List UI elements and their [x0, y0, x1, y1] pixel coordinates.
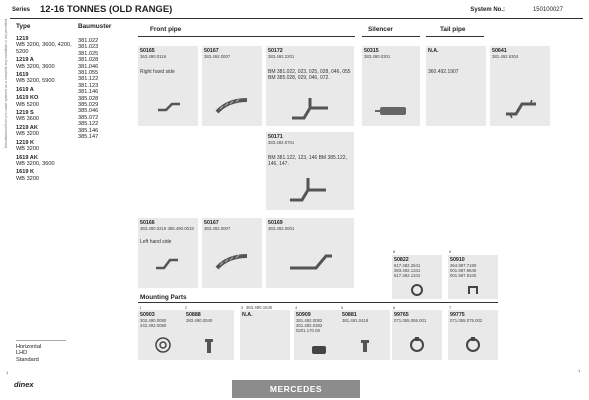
type-header: Type: [16, 23, 31, 30]
tail-pipe-header: Tail pipe: [440, 26, 466, 33]
type-detail: WB 3200, 3600: [16, 160, 55, 167]
type-entry: [16, 140, 76, 153]
type-detail: WB 3200, 3600: [16, 63, 55, 70]
type-name: 1619 A: [16, 86, 34, 93]
part-number: 50167: [204, 220, 219, 226]
index-3: 3: [241, 305, 244, 310]
part-ref: 381.492.6304: [492, 54, 519, 59]
part-note: Right hand side: [140, 69, 175, 75]
flex-pipe-icon: [214, 96, 250, 116]
baumuster-item: 385.029: [78, 102, 99, 109]
part-ref: 363.490.0119: [140, 54, 166, 59]
part-50641[interactable]: [490, 46, 550, 126]
type-entry: [16, 169, 76, 182]
baumuster-item: 381.022: [78, 38, 99, 44]
part-50822[interactable]: [392, 255, 442, 299]
type-detail: WB 3200: [16, 131, 40, 138]
part-50171[interactable]: [266, 132, 354, 210]
brand-name: MERCEDES: [269, 384, 323, 394]
part-note: Left hand side: [140, 239, 172, 245]
part-na-tail[interactable]: [426, 46, 486, 126]
gasket-icon: [154, 336, 172, 354]
type-name: 1619 K: [16, 169, 35, 176]
part-50172[interactable]: [266, 46, 354, 126]
type-entry: [16, 125, 76, 138]
type-entry: [16, 72, 76, 85]
baumuster-item: 381.023: [78, 44, 99, 51]
tail-pipe-icon: [502, 96, 540, 120]
baumuster-item: 385.028: [78, 95, 99, 102]
config-info: [16, 340, 66, 363]
pipe-icon: [158, 146, 159, 147]
type-detail: WB 5200: [16, 101, 40, 108]
part-number: 50172: [268, 48, 283, 54]
part-ref: 381.491.0419: [342, 318, 369, 323]
type-entry: [16, 57, 76, 70]
part-number: 50166: [140, 220, 155, 226]
page-marker-left: 1: [6, 370, 9, 375]
mounting-parts-header: Mounting Parts: [140, 294, 187, 301]
bent-pipe-icon: [154, 256, 182, 272]
part-number: 50169: [268, 220, 283, 226]
baumuster-item: 381.055: [78, 70, 99, 77]
part-note: BM 381.022, 023, 025, 028, 046, 055 BM 385.028, 029, 046, 072.: [268, 69, 351, 81]
config-orientation: Horizontal: [16, 344, 42, 350]
part-50167-b[interactable]: [202, 218, 262, 288]
type-detail: WB 3600: [16, 116, 40, 123]
part-ref: 383.492.2201: [268, 54, 295, 59]
bracket-icon: [466, 283, 480, 297]
index-9: 9: [449, 249, 452, 254]
part-50169[interactable]: [266, 218, 354, 288]
part-50909[interactable]: [294, 310, 344, 360]
part-number: 50822: [394, 257, 409, 263]
baumuster-item: 381.028: [78, 57, 99, 64]
baumuster-list: [78, 38, 118, 141]
bolt-icon: [204, 338, 214, 354]
part-na-mount[interactable]: [240, 305, 290, 360]
baumuster-item: 385.147: [78, 134, 99, 141]
rubber-mount-icon: [310, 344, 328, 356]
type-entry: [16, 110, 76, 123]
part-50167-a[interactable]: [202, 46, 262, 126]
type-entry: [16, 87, 76, 93]
vehicle-type-panel: [12, 20, 132, 380]
hose-clamp-icon: [464, 336, 482, 352]
index-4: 4: [295, 305, 298, 310]
tail-pipe-rule: [426, 36, 484, 37]
part-number: N.A.: [242, 312, 253, 318]
part-ref: 383.492.0001: [268, 226, 295, 231]
branch-pipe-icon: [288, 94, 336, 122]
part-50166[interactable]: [138, 218, 198, 288]
part-ref: 383.490.0040: [186, 318, 213, 323]
silencer-icon: [374, 104, 410, 118]
config-spec: Standard: [16, 356, 39, 363]
type-detail: WB 3200, 3600, 4200, 5200: [16, 42, 72, 55]
baumuster-item: 381.046: [78, 63, 99, 70]
brand-footer: [232, 380, 360, 398]
system-label: System No.:: [470, 7, 505, 13]
part-50910[interactable]: [448, 255, 498, 299]
baumuster-item: 385.046: [78, 108, 99, 115]
mounting-parts-rule: [138, 302, 498, 303]
part-99765[interactable]: [392, 310, 442, 360]
part-99775[interactable]: [448, 310, 498, 360]
part-note: BM 381.122, 123, 146 BM 385.122, 146, 147.: [268, 155, 347, 167]
type-name: 1619 KO: [16, 95, 39, 102]
type-name: 1219 A: [16, 57, 34, 64]
type-list: [16, 36, 76, 184]
series-title: 12-16 TONNES (OLD RANGE): [40, 4, 173, 15]
part-ref: 383.492.0007: [204, 226, 231, 231]
index-1: 1: [139, 305, 142, 310]
part-number: 50910: [450, 257, 465, 263]
part-number: 99775: [450, 312, 465, 318]
part-number: 50909: [296, 312, 311, 318]
type-name: 1619 AK: [16, 154, 38, 161]
baumuster-item: 381.122: [78, 76, 99, 83]
dinex-logo: dinex: [14, 380, 34, 389]
index-7: 7: [449, 305, 452, 310]
part-50888[interactable]: [184, 310, 234, 360]
type-name: 1219: [16, 36, 29, 42]
part-number: 50641: [492, 48, 507, 54]
clamp-icon: [410, 283, 424, 297]
type-entry: [16, 36, 76, 55]
page-marker-right: 1: [578, 368, 581, 373]
part-number: 50903: [140, 312, 155, 318]
silencer-header: Silencer: [368, 26, 393, 33]
part-number: N.A.: [428, 48, 439, 54]
part-50165[interactable]: [138, 46, 198, 126]
part-50881[interactable]: [340, 310, 390, 360]
part-ref: 617.492.2641 383.492.1341 617.492.1341: [394, 263, 421, 278]
index-6: 6: [393, 305, 396, 310]
part-number: 50165: [140, 48, 155, 54]
front-pipe-header: Front pipe: [150, 26, 182, 33]
baumuster-item: 381.025: [78, 50, 99, 57]
part-number: 50315: [364, 48, 379, 54]
type-entry: [16, 95, 76, 108]
screw-icon: [358, 338, 372, 354]
index-2: 2: [185, 305, 188, 310]
baumuster-item: 381.146: [78, 89, 99, 96]
part-ref: 363.490.1540: [246, 305, 273, 310]
config-drive: LHD: [16, 350, 28, 357]
series-label: Series: [12, 7, 31, 13]
bent-pipe-icon: [156, 100, 182, 114]
index-5: 5: [341, 305, 344, 310]
type-detail: WB 3200, 5900: [16, 78, 55, 85]
side-disclaimer: Manufactured from pre-made systems as a complete key substitute is not permitted: [4, 18, 8, 148]
part-ref: 383.492.0007: [204, 54, 231, 59]
part-number: 99765: [394, 312, 409, 318]
type-name: 1219 S: [16, 110, 34, 117]
hose-clamp-icon: [408, 336, 426, 352]
silencer-rule: [362, 36, 420, 37]
part-ref: 364.987.7180 001.987.9640 001.987.5340: [450, 263, 477, 278]
part-ref: 071.055.075.002: [450, 318, 483, 323]
part-ref: 383.490.0301: [364, 54, 391, 59]
part-ref: 383.492.0701: [268, 140, 295, 145]
branch-pipe-icon: [286, 174, 334, 204]
flex-pipe-icon: [214, 252, 250, 272]
baumuster-item: 385.072: [78, 114, 99, 121]
baumuster-item: 381.123: [78, 82, 99, 89]
type-name: 1219 K: [16, 139, 35, 146]
part-ref: 383.490.0219 385.490.0019: [140, 226, 194, 231]
part-ref: 071.055.065.001: [394, 318, 427, 323]
type-detail: WB 3200: [16, 175, 40, 182]
part-number: 50167: [204, 48, 219, 54]
part-number: 50171: [268, 134, 283, 140]
part-50315[interactable]: [362, 46, 420, 126]
type-name: 1619: [16, 72, 29, 79]
part-50903[interactable]: [138, 310, 188, 360]
long-pipe-icon: [286, 248, 336, 274]
system-number: 150100027: [532, 7, 563, 13]
part-number: 50888: [186, 312, 201, 318]
page-header: [10, 4, 583, 19]
part-number: 50881: [342, 312, 357, 318]
front-pipe-rule: [138, 36, 355, 37]
type-name: 1219 AK: [16, 124, 38, 131]
index-8: 8: [393, 249, 396, 254]
baumuster-header: Baumuster: [78, 23, 112, 30]
part-ref: 381.492.0082 301.492.0382 0201.170.08: [296, 318, 323, 333]
baumuster-item: 385.146: [78, 127, 99, 134]
baumuster-item: 385.122: [78, 121, 99, 128]
type-detail: WB 3200: [16, 146, 40, 153]
part-ref: 302.490.0080 442.492.0080: [140, 318, 167, 328]
part-note: 360.492.1907: [428, 69, 459, 75]
type-entry: [16, 155, 76, 168]
